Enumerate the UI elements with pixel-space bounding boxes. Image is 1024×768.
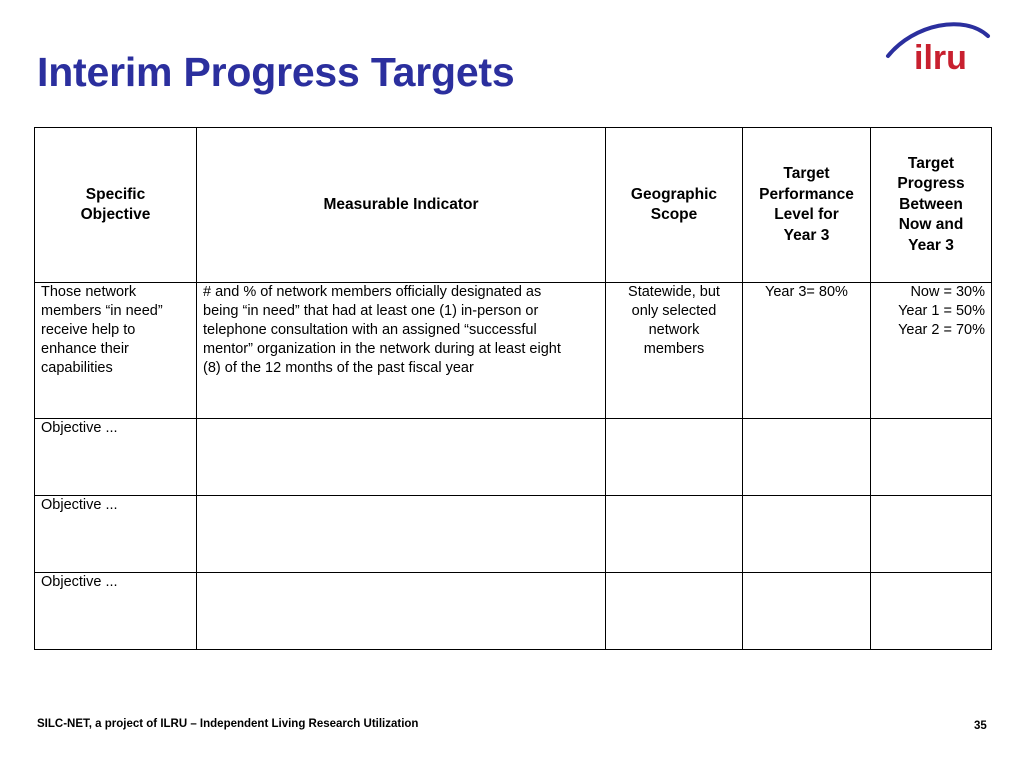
slide-title: Interim Progress Targets — [37, 49, 515, 95]
header-target-performance-level: Target Performance Level for Year 3 — [743, 128, 871, 283]
table-row — [35, 573, 992, 650]
table-row — [35, 419, 992, 496]
cell-indicator: # and % of network members officially designated as being “in need” that had at least one (1) in-person or telephone consultation with an assigned “successful mentor” organization in the network during at least eight (8) of the 12 months of the past fiscal year — [197, 283, 606, 419]
ilru-logo — [884, 16, 994, 74]
cell-indicator — [197, 573, 606, 650]
logo-text: ilru — [914, 39, 967, 74]
cell-target-level — [743, 573, 871, 650]
cell-scope — [606, 573, 743, 650]
table-header-row — [35, 128, 992, 283]
cell-objective: Objective ... — [35, 496, 197, 573]
cell-scope — [606, 496, 743, 573]
cell-target-progress — [871, 419, 992, 496]
page-number: 35 — [974, 720, 987, 732]
cell-objective: Objective ... — [35, 419, 197, 496]
cell-target-level — [743, 496, 871, 573]
header-target-progress: Target Progress Between Now and Year 3 — [871, 128, 992, 283]
cell-target-level — [743, 419, 871, 496]
cell-target-progress — [871, 573, 992, 650]
cell-scope — [606, 419, 743, 496]
cell-objective: Those network members “in need” receive help to enhance their capabilities — [35, 283, 197, 419]
header-measurable-indicator: Measurable Indicator — [197, 128, 606, 283]
table-row — [35, 496, 992, 573]
targets-table — [34, 127, 992, 650]
footer-credit: SILC-NET, a project of ILRU – Independent Living Research Utilization — [37, 718, 419, 730]
cell-target-progress: Now = 30% Year 1 = 50% Year 2 = 70% — [871, 283, 992, 419]
cell-target-progress — [871, 496, 992, 573]
table-row — [35, 283, 992, 419]
header-specific-objective: Specific Objective — [35, 128, 197, 283]
cell-indicator — [197, 496, 606, 573]
cell-objective: Objective ... — [35, 573, 197, 650]
cell-scope: Statewide, but only selected network members — [606, 283, 743, 419]
cell-target-level: Year 3= 80% — [743, 283, 871, 419]
cell-indicator — [197, 419, 606, 496]
logo-graphic — [884, 16, 994, 74]
header-geographic-scope: Geographic Scope — [606, 128, 743, 283]
